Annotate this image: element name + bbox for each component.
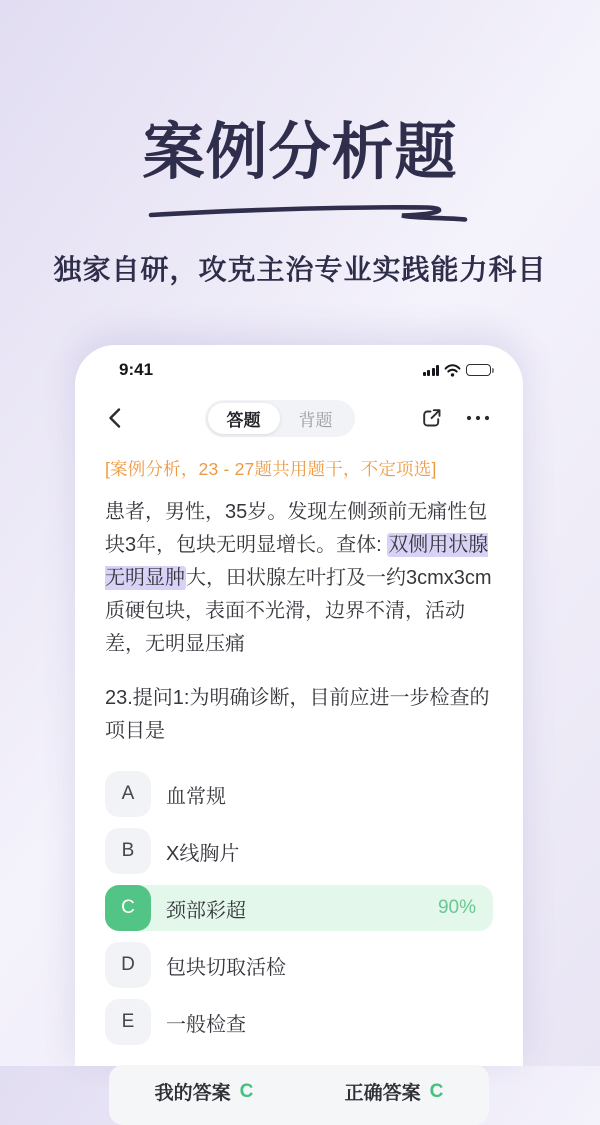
signal-icon [423, 365, 440, 376]
option-badge-e: E [105, 999, 151, 1045]
battery-icon [466, 364, 491, 376]
option-row-d[interactable] [105, 942, 493, 988]
navigation-bar [105, 399, 493, 437]
correct-answer-label: 正确答案 [344, 1083, 421, 1104]
option-row-e[interactable] [105, 999, 493, 1045]
hero-subtitle: 独家自研，攻克主治专业实践能力科目 [53, 254, 547, 285]
option-label-c: 颈部彩超 [166, 899, 246, 922]
my-answer-cell [109, 1078, 299, 1105]
option-badge-d: D [105, 942, 151, 988]
tab-answer-mode[interactable]: 答题 [208, 403, 280, 434]
phone-mockup [75, 345, 523, 1104]
status-time: 9:41 [119, 360, 154, 379]
option-label-d: 包块切取活检 [166, 956, 286, 979]
option-label-a: 血常规 [166, 785, 226, 808]
back-button[interactable] [105, 401, 139, 435]
option-row-b[interactable] [105, 828, 493, 874]
option-label-e: 一般检查 [166, 1013, 246, 1036]
option-badge-a: A [105, 771, 151, 817]
underline-squiggle-icon [146, 201, 471, 227]
status-bar [105, 357, 493, 383]
hero-banner [0, 0, 600, 345]
option-badge-b: B [105, 828, 151, 874]
my-answer-value: C [239, 1080, 254, 1102]
question-stem [105, 496, 493, 661]
option-label-b: X线胸片 [166, 842, 240, 865]
tab-recite-mode[interactable]: 背题 [298, 410, 333, 430]
options-list [105, 771, 493, 1045]
page-title: 案例分析题 [142, 118, 458, 187]
question-meta: [案例分析，23 - 27题共用题干，不定项选] [105, 459, 437, 479]
share-icon[interactable] [420, 407, 443, 430]
more-options-icon[interactable] [465, 414, 491, 422]
option-stat-percentage: 90% [437, 897, 476, 918]
mode-segmented-control [205, 400, 355, 437]
option-row-a[interactable] [105, 771, 493, 817]
wifi-icon [444, 364, 461, 377]
correct-answer-cell [299, 1078, 489, 1105]
answer-summary-bar [109, 1065, 489, 1125]
sub-question-text: 23.提问1:为明确诊断，目前应进一步检查的项目是 [105, 687, 490, 742]
option-badge-c: C [105, 885, 151, 931]
stem-highlight: 双侧用状腺无明显肿 [105, 534, 489, 589]
correct-answer-value: C [429, 1080, 444, 1102]
stem-text-post: 大，田状腺左叶打及一约3cmx3cm质硬包块，表面不光滑，边界不清，活动差，无明显压痛 [105, 567, 492, 655]
my-answer-label: 我的答案 [154, 1083, 231, 1104]
stem-text-pre: 患者，男性，35岁。发现左侧颈前无痛性包块3年，包块无明显增长。查体: [105, 501, 488, 556]
status-icons [423, 364, 492, 377]
option-row-c-selected[interactable] [105, 885, 493, 931]
